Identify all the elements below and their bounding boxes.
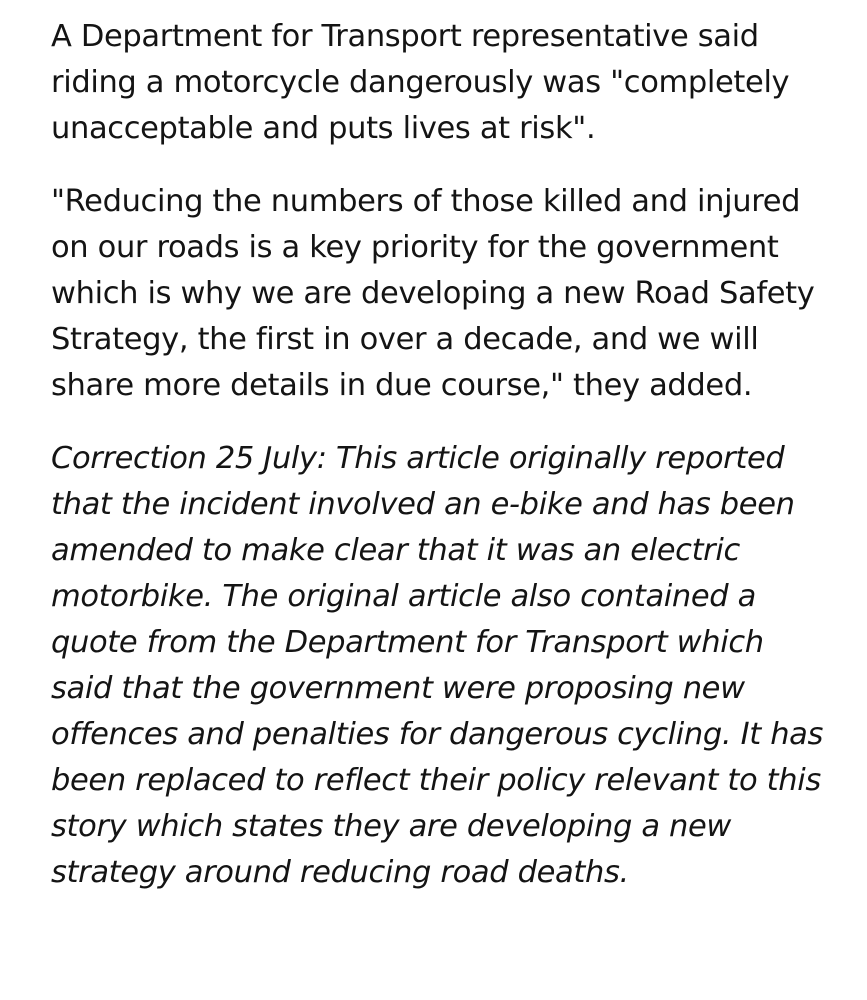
correction-note: Correction 25 July: This article originally reported that the incident involved an e-bike and has been amended to make clear that it was an electric motorbike. The original article also contained a quote from the Department for Transport which said that the government were proposing new offences and penalties for dangerous cycling. It has been replaced to reflect their policy relevant to this story which states they are developing a new strategy around reducing road deaths. (51, 441, 824, 890)
article-paragraph: "Reducing the numbers of those killed and injured on our roads is a key priority for the government which is why we are developing a new Road Safety Strategy, the first in over a decade, and we will share more details in due course," they added. (51, 184, 815, 403)
article-paragraph: A Department for Transport representative said riding a motorcycle dangerously was "completely unacceptable and puts lives at risk". (51, 19, 790, 146)
article-body (51, 14, 831, 923)
